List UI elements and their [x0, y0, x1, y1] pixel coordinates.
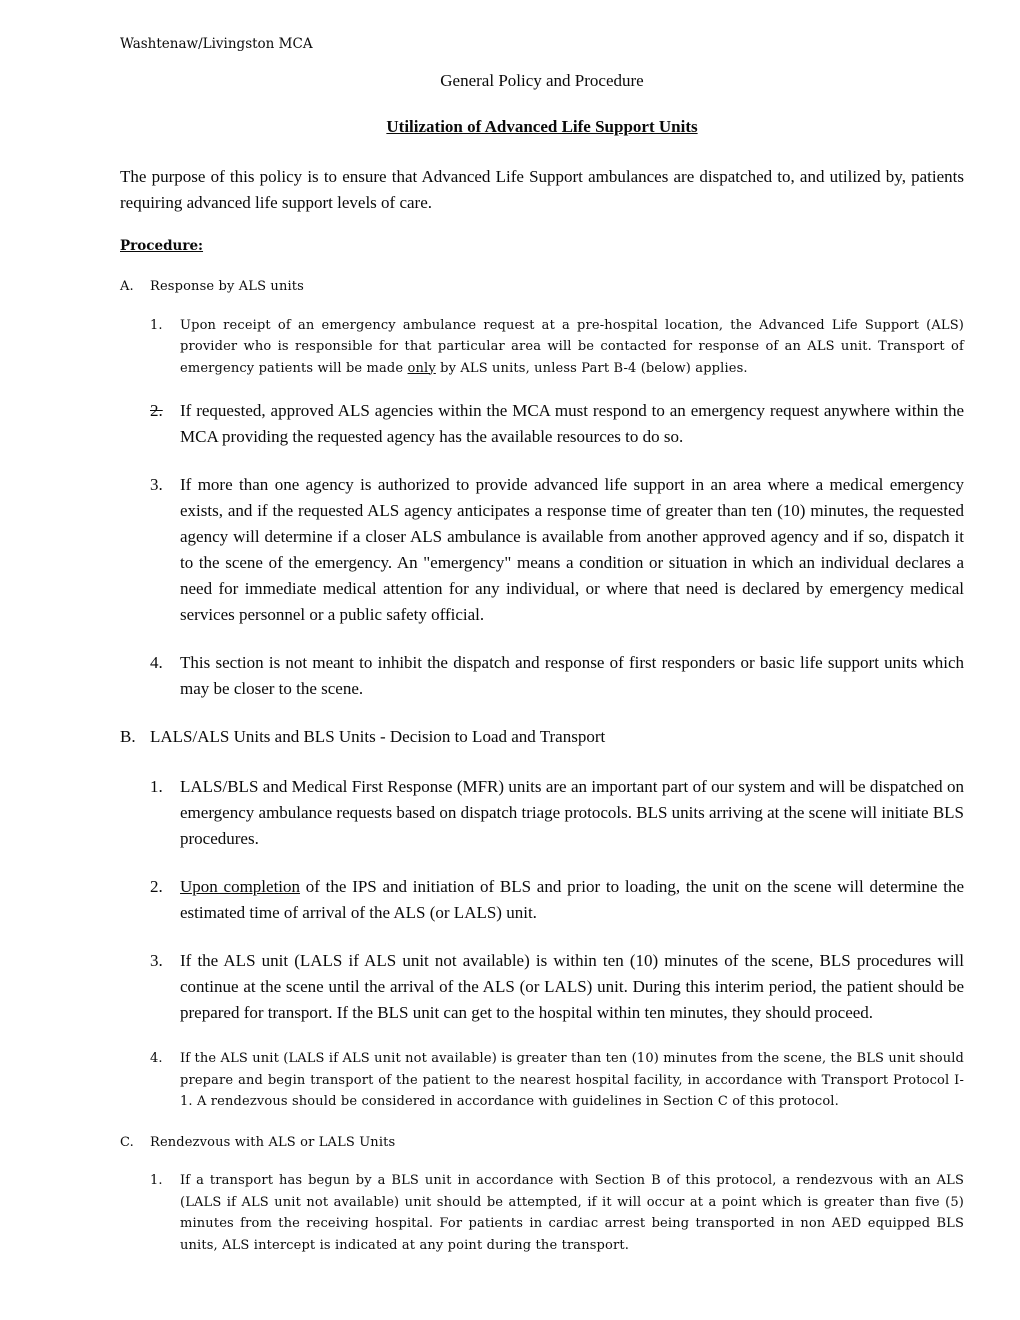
- item-number: 1.: [150, 317, 163, 333]
- section-label: A.: [120, 279, 134, 294]
- text-run: by ALS units, unless Part B-4 (below) applies.: [435, 360, 748, 376]
- section-c-heading: [120, 1132, 964, 1154]
- section-a: [120, 276, 964, 702]
- section-b: [120, 724, 964, 1113]
- item-text: LALS/BLS and Medical First Response (MFR) units are an important part of our system and will be dispatched on emergency ambulance requests based on dispatch triage protocols. BLS units arriving at the scene will initiate BLS procedures.: [180, 777, 964, 848]
- section-c: [120, 1132, 964, 1257]
- list-item-b1: [120, 774, 964, 852]
- list-item-a3: [120, 472, 964, 628]
- item-text: [180, 874, 964, 926]
- item-number: 4.: [150, 1051, 163, 1066]
- underlined-text: Upon completion: [180, 877, 301, 896]
- item-number: 4.: [150, 653, 163, 672]
- purpose-paragraph: The purpose of this policy is to ensure that Advanced Life Support ambulances are dispatched to, and utilized by, patients requiring advanced life support levels of care.: [120, 167, 964, 212]
- item-text: If a transport has begun by a BLS unit in accordance with Section B of this protocol, a rendezvous with an ALS (LALS if ALS unit not available) unit should be attempted, if it will occur at a point which is greater than five (5) minutes from the receiving hospital. For patients in cardiac arrest being transported in non AED equipped BLS units, ALS intercept is indicated at any point during the transport.: [180, 1173, 964, 1253]
- item-text: If more than one agency is authorized to provide advanced life support in an area where a medical emergency exists, and if the requested ALS agency anticipates a response time of greater than ten (10) minutes, the requested agency will determine if a closer ALS ambulance is available from another approved agency and if so, dispatch it to the scene of the emergency. An "emergency" means a condition or situation in which an individual declares a need for immediate medical attention for any individual, or where that need is declared by emergency medical services personnel or a public safety official.: [180, 475, 964, 624]
- list-item-b4: [120, 1048, 964, 1113]
- item-number-strikethrough: 2.: [150, 401, 163, 420]
- section-heading-text: LALS/ALS Units and BLS Units - Decision to Load and Transport: [150, 727, 606, 746]
- item-text: This section is not meant to inhibit the dispatch and response of first responders or basic life support units which may be closer to the scene.: [180, 653, 964, 698]
- section-heading-text: Response by ALS units: [150, 279, 304, 294]
- section-b-heading: [120, 724, 964, 750]
- section-a-heading: [120, 276, 964, 298]
- item-number: 1.: [150, 1173, 163, 1188]
- item-text: [180, 315, 964, 380]
- item-text: If the ALS unit (LALS if ALS unit not available) is greater than ten (10) minutes from the scene, the BLS unit should prepare and begin transport of the patient to the nearest hospital facility, in accordance with Transport Protocol I-1. A rendezvous should be considered in accordance with guidelines in Section C of this protocol.: [180, 1051, 964, 1109]
- item-number: 3.: [150, 475, 163, 494]
- section-heading-text: Rendezvous with ALS or LALS Units: [150, 1134, 396, 1150]
- section-label: B.: [120, 727, 136, 746]
- section-label: C.: [120, 1134, 134, 1150]
- list-item-b2: [120, 874, 964, 926]
- item-text: If requested, approved ALS agencies within the MCA must respond to an emergency request anywhere within the MCA providing the requested agency has the available resources to do so.: [180, 401, 964, 446]
- item-number: 3.: [150, 951, 163, 970]
- list-item-a1: [120, 315, 964, 380]
- org-name: Washtenaw/Livingston MCA: [120, 36, 313, 52]
- list-item-c1: [120, 1170, 964, 1256]
- procedure-label: Procedure:: [120, 238, 204, 254]
- item-number: 1.: [150, 777, 163, 796]
- text-run: Upon receipt of an emergency ambulance request at a pre-hospital location, the Advanced Life Support (ALS) provider who is responsible for that particular area will be contacted for response of an ALS unit. Transport of emergency patients will be made: [180, 317, 964, 376]
- list-item-b3: [120, 948, 964, 1026]
- doc-title: General Policy and Procedure: [440, 71, 644, 90]
- item-text: If the ALS unit (LALS if ALS unit not available) is within ten (10) minutes of the scene, BLS procedures will continue at the scene until the arrival of the ALS (or LALS) unit. During this interim period, the patient should be prepared for transport. If the BLS unit can get to the hospital within ten minutes, they should proceed.: [180, 951, 964, 1022]
- item-number: 2.: [150, 877, 163, 896]
- underlined-text: only: [407, 360, 436, 376]
- text-run: of the IPS and initiation of BLS and prior to loading, the unit on the scene will determine the estimated time of arrival of the ALS (or LALS) unit.: [180, 877, 964, 922]
- list-item-a4: [120, 650, 964, 702]
- doc-subtitle: Utilization of Advanced Life Support Units: [386, 117, 698, 136]
- list-item-a2: [120, 398, 964, 450]
